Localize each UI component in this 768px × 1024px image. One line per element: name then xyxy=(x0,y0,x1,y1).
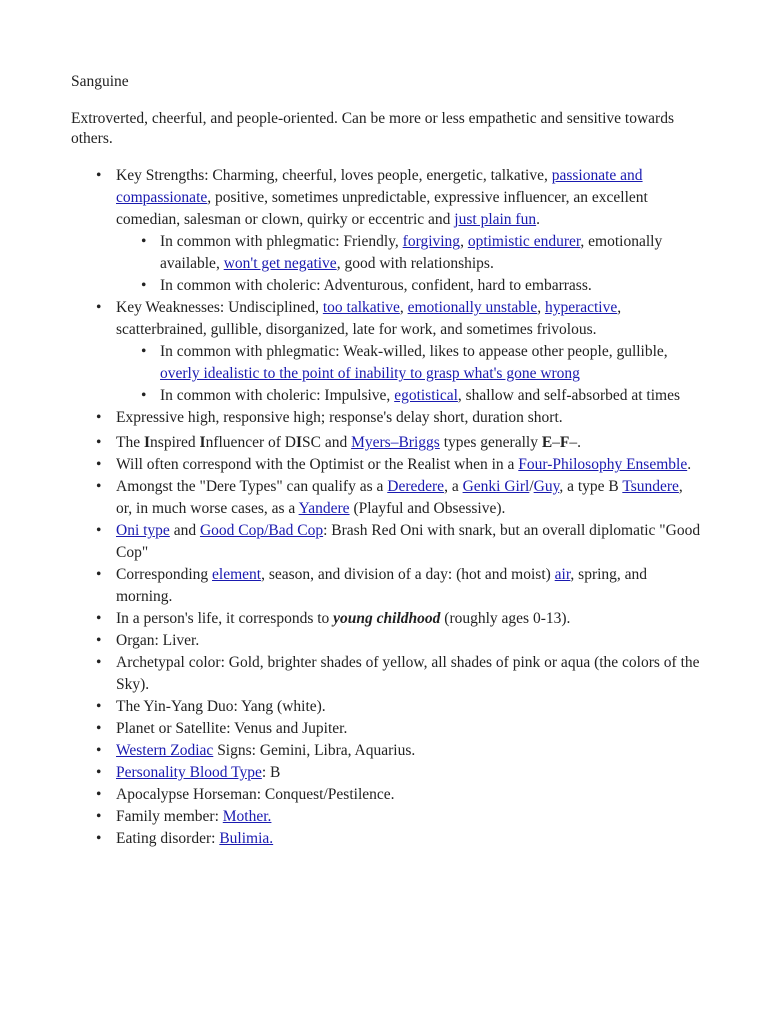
sub-list-item xyxy=(116,231,701,275)
inline-link[interactable]: Western Zodiac xyxy=(116,742,214,759)
text-segment: In common with choleric: Adventurous, confident, hard to embarrass. xyxy=(160,277,592,294)
text-segment: , xyxy=(537,299,545,316)
text-segment: The Yin-Yang Duo: Yang (white). xyxy=(116,698,326,715)
bold-text: I xyxy=(143,434,151,451)
text-segment: , spring, and morning. xyxy=(116,566,648,605)
text-segment: (Playful and Obsessive). xyxy=(349,500,506,517)
sub-list-item xyxy=(116,275,701,297)
list-item xyxy=(71,432,701,454)
inline-link[interactable]: emotionally unstable xyxy=(407,299,538,316)
text-segment: , xyxy=(399,299,408,316)
list-item xyxy=(71,165,701,297)
inline-link[interactable]: element xyxy=(212,566,262,583)
page-title: Sanguine xyxy=(71,73,129,90)
inline-link[interactable]: hyperactive xyxy=(544,299,618,316)
inline-link[interactable]: Personality Blood Type xyxy=(116,764,262,781)
text-segment: In common with choleric: Impulsive, xyxy=(160,387,395,404)
list-item xyxy=(71,454,701,476)
inline-link[interactable]: won't get negative xyxy=(223,255,337,272)
text-segment: The xyxy=(116,434,144,451)
sub-list-item xyxy=(116,385,701,407)
text-segment: , a xyxy=(444,478,463,495)
bold-text: I xyxy=(199,434,206,451)
list-item xyxy=(71,696,701,718)
inline-link[interactable]: Guy xyxy=(533,478,560,495)
text-segment: SC and xyxy=(302,434,352,451)
inline-link[interactable]: Yandere xyxy=(298,500,350,517)
inline-link[interactable]: Oni type xyxy=(116,522,170,539)
inline-link[interactable]: Bulimia. xyxy=(219,830,274,847)
list-item xyxy=(71,740,701,762)
text-segment: –. xyxy=(569,434,582,451)
list-item xyxy=(71,630,701,652)
text-segment: Organ: Liver. xyxy=(116,632,200,649)
sub-list xyxy=(116,231,701,297)
text-segment: , a type B xyxy=(559,478,623,495)
inline-link[interactable]: Deredere xyxy=(387,478,445,495)
inline-link[interactable]: forgiving xyxy=(402,233,461,250)
list-item xyxy=(71,297,701,407)
text-segment: Eating disorder: xyxy=(116,830,220,847)
text-segment: Signs: Gemini, Libra, Aquarius. xyxy=(213,742,416,759)
text-segment: Amongst the "Dere Types" can qualify as a xyxy=(116,478,388,495)
list-item xyxy=(71,806,701,828)
text-segment: , xyxy=(460,233,468,250)
bold-text: F xyxy=(559,434,570,451)
list-item xyxy=(71,608,701,630)
text-segment: / xyxy=(529,478,534,495)
list-item xyxy=(71,476,701,520)
text-segment: nspired xyxy=(150,434,200,451)
text-segment: : B xyxy=(261,764,281,781)
inline-link[interactable]: Tsundere xyxy=(622,478,679,495)
inline-link[interactable]: just plain fun xyxy=(454,211,537,228)
text-segment: types generally xyxy=(439,434,542,451)
list-item xyxy=(71,407,701,429)
inline-link[interactable]: overly idealistic to the point of inability to grasp what's gone wrong xyxy=(160,365,580,382)
text-segment: In a person's life, it corresponds to xyxy=(116,610,334,627)
inline-link[interactable]: egotistical xyxy=(394,387,458,404)
text-segment: Key Weaknesses: Undisciplined, xyxy=(116,299,323,316)
text-segment: , season, and division of a day: (hot and moist) xyxy=(261,566,555,583)
text-segment: In common with phlegmatic: Weak-willed, likes to appease other people, gullible, xyxy=(160,343,668,360)
intro-paragraph: Extroverted, cheerful, and people-oriented. Can be more or less empathetic and sensitive towards others. xyxy=(71,110,674,147)
inline-link[interactable]: optimistic endurer xyxy=(467,233,581,250)
text-segment: nfluencer of D xyxy=(205,434,296,451)
list-item xyxy=(71,718,701,740)
text-segment: , good with relationships. xyxy=(336,255,494,272)
emphasis-text: young childhood xyxy=(333,610,441,627)
text-segment: , or, in much worse cases, as a xyxy=(116,478,683,517)
inline-link[interactable]: Myers–Briggs xyxy=(351,434,440,451)
list-item xyxy=(71,828,701,850)
inline-link[interactable]: air xyxy=(554,566,571,583)
list-item xyxy=(71,520,701,564)
text-segment: In common with phlegmatic: Friendly, xyxy=(160,233,403,250)
text-segment: , scatterbrained, gullible, disorganized, late for work, and sometimes frivolous. xyxy=(116,299,622,338)
text-segment: : Brash Red Oni with snark, but an overall diplomatic "Good Cop" xyxy=(116,522,701,561)
sub-list-item xyxy=(116,341,701,385)
list-item xyxy=(71,652,701,696)
document-page xyxy=(71,71,701,850)
text-segment: – xyxy=(552,434,560,451)
text-segment: (roughly ages 0-13). xyxy=(440,610,571,627)
text-segment: Expressive high, responsive high; response's delay short, duration short. xyxy=(116,409,563,426)
text-segment: . xyxy=(687,456,692,473)
text-segment: Will often correspond with the Optimist or the Realist when in a xyxy=(116,456,519,473)
text-segment: , emotionally available, xyxy=(160,233,663,272)
bold-text: I xyxy=(295,434,303,451)
inline-link[interactable]: Good Cop/Bad Cop xyxy=(199,522,324,539)
text-segment: , positive, sometimes unpredictable, expressive influencer, an excellent comedian, salesman or clown, quirky or eccentric and xyxy=(116,189,648,228)
text-segment: Family member: xyxy=(116,808,223,825)
list-item xyxy=(71,564,701,608)
inline-link[interactable]: Mother. xyxy=(222,808,272,825)
text-segment: Apocalypse Horseman: Conquest/Pestilence. xyxy=(116,786,395,803)
sub-list xyxy=(116,341,701,407)
text-segment: Planet or Satellite: Venus and Jupiter. xyxy=(116,720,348,737)
inline-link[interactable]: Genki Girl xyxy=(462,478,530,495)
inline-link[interactable]: Four-Philosophy Ensemble xyxy=(518,456,688,473)
text-segment: , shallow and self-absorbed at times xyxy=(457,387,680,404)
inline-link[interactable]: passionate and compassionate xyxy=(116,167,643,206)
list-item xyxy=(71,784,701,806)
bold-text: E xyxy=(541,434,553,451)
text-segment: . xyxy=(536,211,540,228)
text-segment: Archetypal color: Gold, brighter shades of yellow, all shades of pink or aqua (the colors of the Sky). xyxy=(116,654,700,693)
text-segment: Corresponding xyxy=(116,566,213,583)
trait-list xyxy=(71,165,701,850)
inline-link[interactable]: too talkative xyxy=(322,299,400,316)
text-segment: Key Strengths: Charming, cheerful, loves people, energetic, talkative, xyxy=(116,167,552,184)
list-item xyxy=(71,762,701,784)
text-segment: and xyxy=(169,522,200,539)
